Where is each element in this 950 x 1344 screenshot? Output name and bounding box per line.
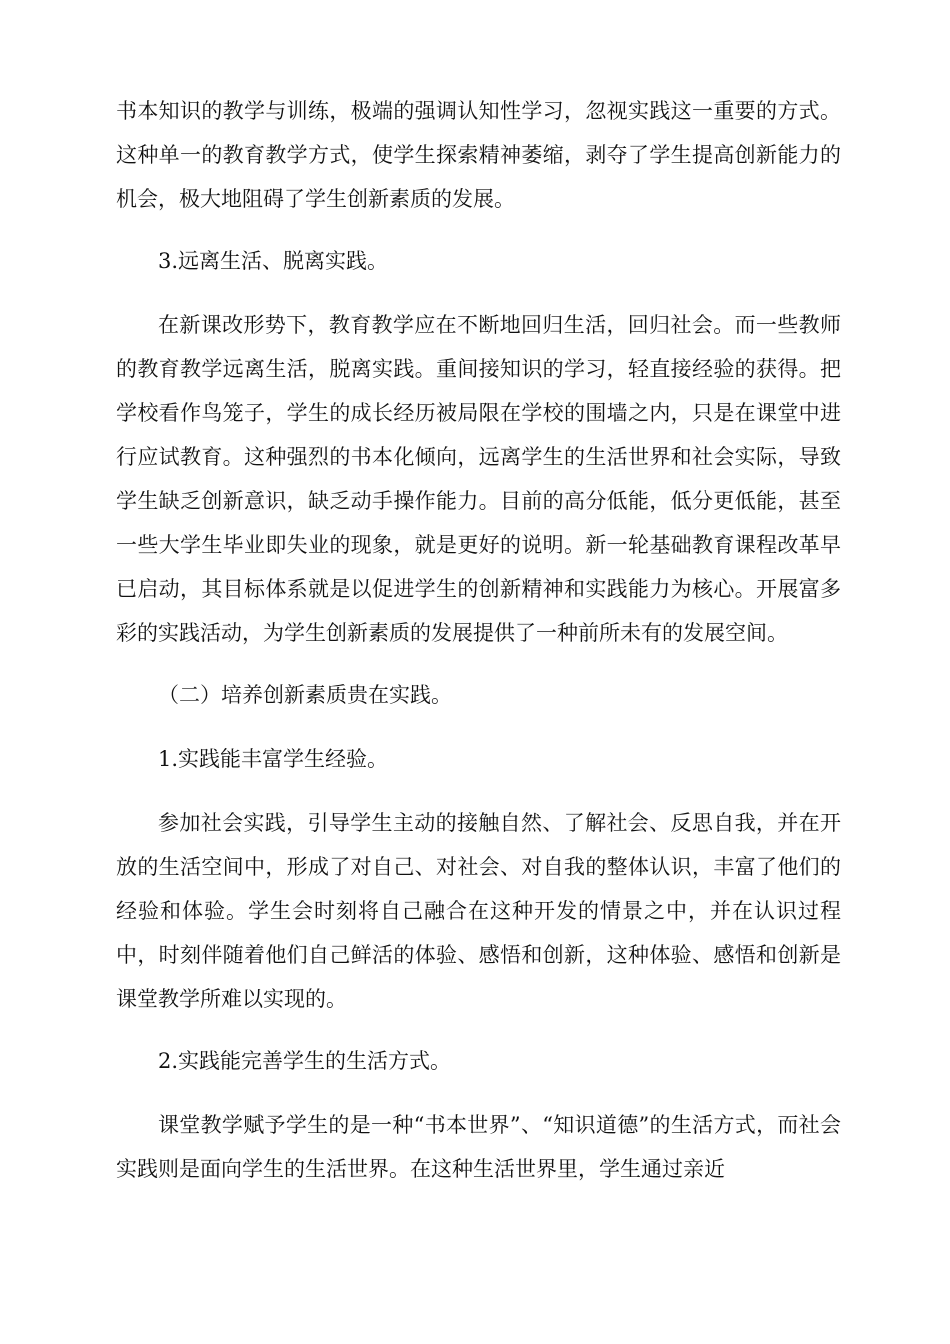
section-heading-1: 1.实践能丰富学生经验。 — [158, 747, 389, 771]
section-heading-2: 2.实践能完善学生的生活方式。 — [158, 1049, 452, 1073]
paragraph-classroom-teaching: 课堂教学赋予学生的是一种“书本世界”、“知识道德”的生活方式，而社会实践则是面向学生的生活世界。在这种生活世界里，学生通过亲近 — [116, 1113, 841, 1181]
section-heading-3: 3.远离生活、脱离实践。 — [158, 249, 389, 273]
paragraph-social-practice: 参加社会实践，引导学生主动的接触自然、了解社会、反思自我，并在开放的生活空间中，形成了对自己、对社会、对自我的整体认识，丰富了他们的经验和体验。学生会时刻将自己融合在这种开发的情景之中，并在认识过程中，时刻伴随着他们自己鲜活的体验、感悟和创新，这种体验、感悟和创新是课堂教学所难以实现的。 — [116, 811, 841, 1011]
paragraph-new-curriculum: 在新课改形势下，教育教学应在不断地回归生活，回归社会。而一些教师的教育教学远离生活，脱离实践。重间接知识的学习，轻直接经验的获得。把学校看作鸟笼子，学生的成长经历被局限在学校的围墙之内，只是在课堂中进行应试教育。这种强烈的书本化倾向，远离学生的生活世界和社会实际，导致学生缺乏创新意识，缺乏动手操作能力。目前的高分低能，低分更低能，甚至一些大学生毕业即失业的现象，就是更好的说明。新一轮基础教育课程改革早已启动，其目标体系就是以促进学生的创新精神和实践能力为核心。开展富多彩的实践活动，为学生创新素质的发展提供了一种前所未有的发展空间。 — [116, 313, 841, 645]
section-heading-part-2: （二）培养创新素质贵在实践。 — [158, 683, 452, 707]
document-body — [116, 89, 841, 1209]
paragraph-continued: 书本知识的教学与训练，极端的强调认知性学习，忽视实践这一重要的方式。这种单一的教育教学方式，使学生探索精神萎缩，剥夺了学生提高创新能力的机会，极大地阻碍了学生创新素质的发展。 — [116, 99, 841, 211]
